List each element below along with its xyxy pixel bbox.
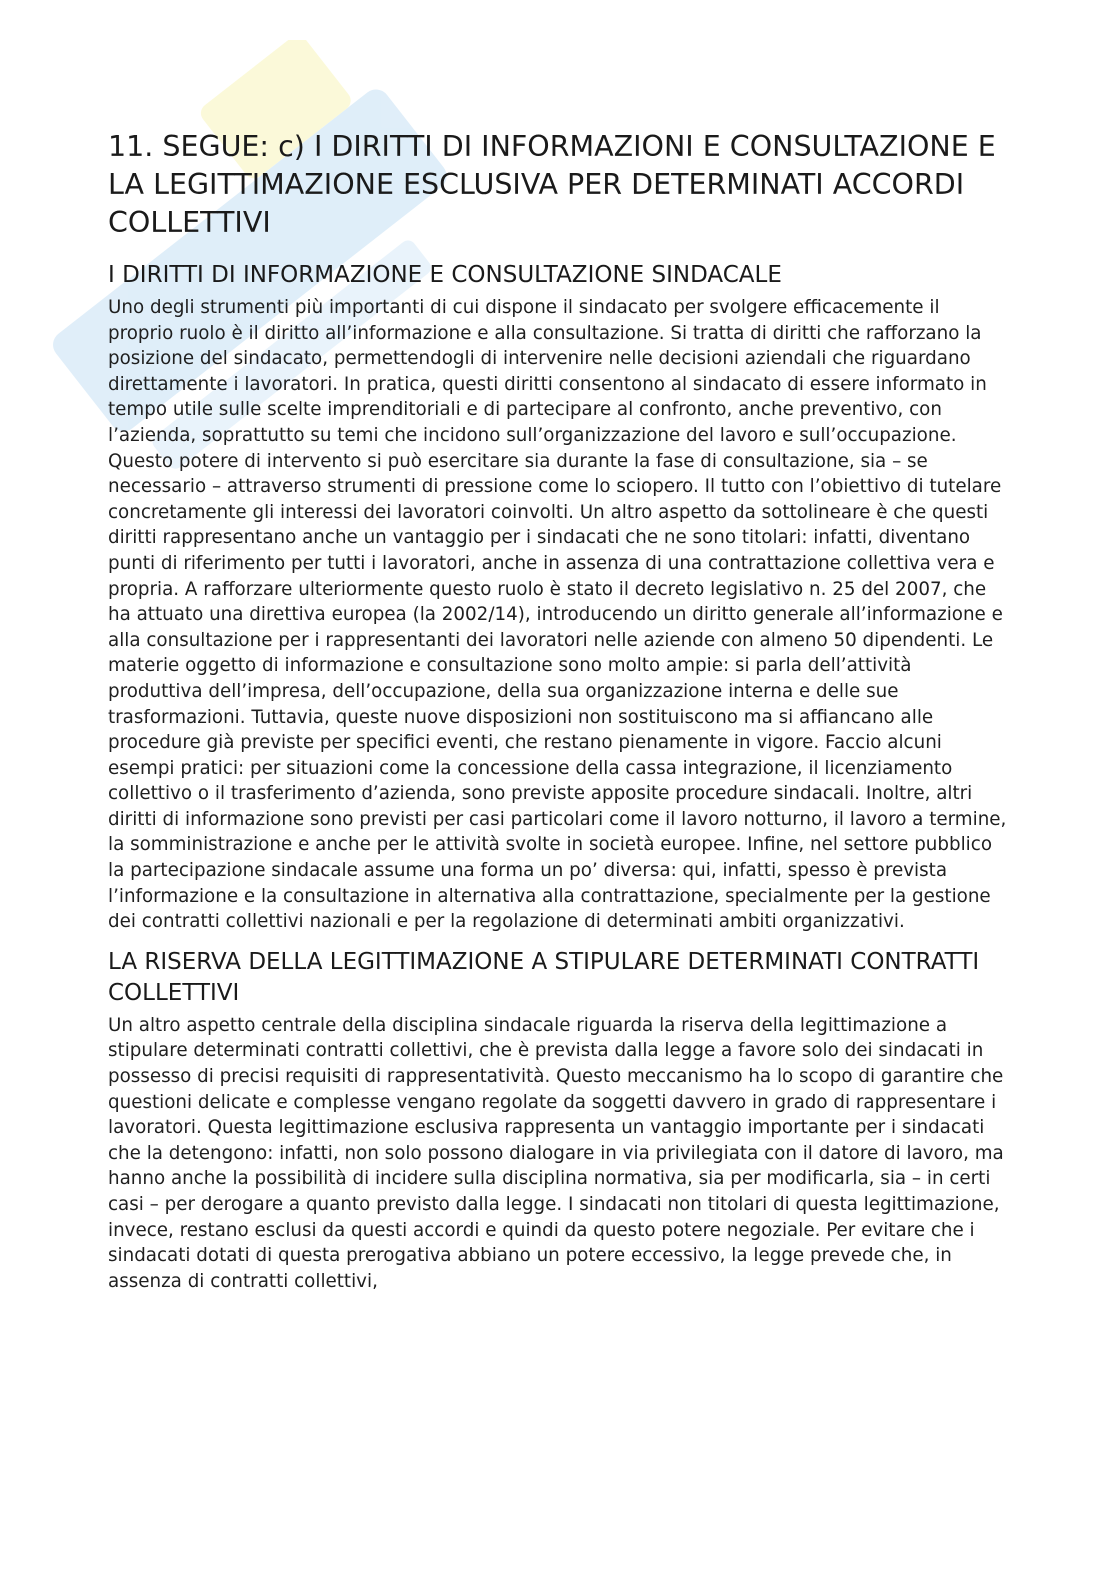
section-paragraph-legittimazione: Un altro aspetto centrale della disciplina sindacale riguarda la riserva della legittimazione a stipulare determinati contratti collettivi, che è prevista dalla legge a favore solo dei sindacati in possesso di precisi requisiti di rappresentatività. Questo meccanismo ha lo scopo di garantire che questioni delicate e complesse vengano regolate da soggetti davvero in grado di rappresentare i lavoratori. Questa legittimazione esclusiva rappresenta un vantaggio importante per i sindacati che la detengono: infatti, non solo possono dialogare in via privilegiata con il datore di lavoro, ma hanno anche la possibilità di incidere sulla disciplina normativa, sia per modificarla, sia – in certi casi – per derogare a quanto previsto dalla legge. I sindacati non titolari di questa legittimazione, invece, restano esclusi da questi accordi e quindi da questo potere negoziale. Per evitare che i sindacati dotati di questa prerogativa abbiano un potere eccessivo, la legge prevede che, in assenza di contratti collettivi, [108,1014,1004,1292]
section-paragraph-informazione: Uno degli strumenti più importanti di cui dispone il sindacato per svolgere efficacemente il proprio ruolo è il diritto all’informazione e alla consultazione. Si tratta di diritti che rafforzano la posizione del sindacato, permettendogli di intervenire nelle decisioni aziendali che riguardano direttamente i lavoratori. In pratica, questi diritti consentono al sindacato di essere informato in tempo utile sulle scelte imprenditoriali e di partecipare al confronto, anche preventivo, con l’azienda, soprattutto su temi che incidono sull’organizzazione del lavoro e sull’occupazione. Questo potere di intervento si può esercitare sia durante la fase di consultazione, sia – se necessario – attraverso strumenti di pressione come lo sciopero. Il tutto con l’obiettivo di tutelare concretamente gli interessi dei lavoratori coinvolti. Un altro aspetto da sottolineare è che questi diritti rappresentano anche un vantaggio per i sindacati che ne sono titolari: infatti, diventano punti di riferimento per tutti i lavoratori, anche in assenza di una contrattazione collettiva vera e propria. A rafforzare ulteriormente questo ruolo è stato il decreto legislativo n. 25 del 2007, che ha attuato una direttiva europea (la 2002/14), introducendo un diritto generale all’informazione e alla consultazione per i rappresentanti dei lavoratori nelle aziende con almeno 50 dipendenti. Le materie oggetto di informazione e consultazione sono molto ampie: si parla dell’attività produttiva dell’impresa, dell’occupazione, della sua organizzazione interna e delle sue trasformazioni. Tuttavia, queste nuove disposizioni non sostituiscono ma si affiancano alle procedure già previste per specifici eventi, che restano pienamente in vigore. Faccio alcuni esempi pratici: per situazioni come la concessione della cassa integrazione, il licenziamento collettivo o il trasferimento d’azienda, sono previste apposite procedure sindacali. Inoltre, altri diritti di informazione sono previsti per casi particolari come il lavoro notturno, il lavoro a termine, la somministrazione e anche per le attività svolte in società europee. Infine, nel settore pubblico la partecipazione sindacale assume una forma un po’ diversa: qui, infatti, spesso è prevista l’informazione e la consultazione in alternativa alla contrattazione, specialmente per la gestione dei contratti collettivi nazionali e per la regolazione di determinati ambiti organizzativi. [108,297,1007,933]
page-title: 11. SEGUE: c) I DIRITTI DI INFORMAZIONI E CONSULTAZIONE E LA LEGITTIMAZIONE ESCLUSIVA PER DETERMINATI ACCORDI COLLETTIVI [108,130,996,239]
section-heading-legittimazione: LA RISERVA DELLA LEGITTIMAZIONE A STIPULARE DETERMINATI CONTRATTI COLLETTIVI [108,948,980,1006]
document-page [108,128,1008,1294]
section-heading-informazione: I DIRITTI DI INFORMAZIONE E CONSULTAZIONE SINDACALE [108,262,782,288]
